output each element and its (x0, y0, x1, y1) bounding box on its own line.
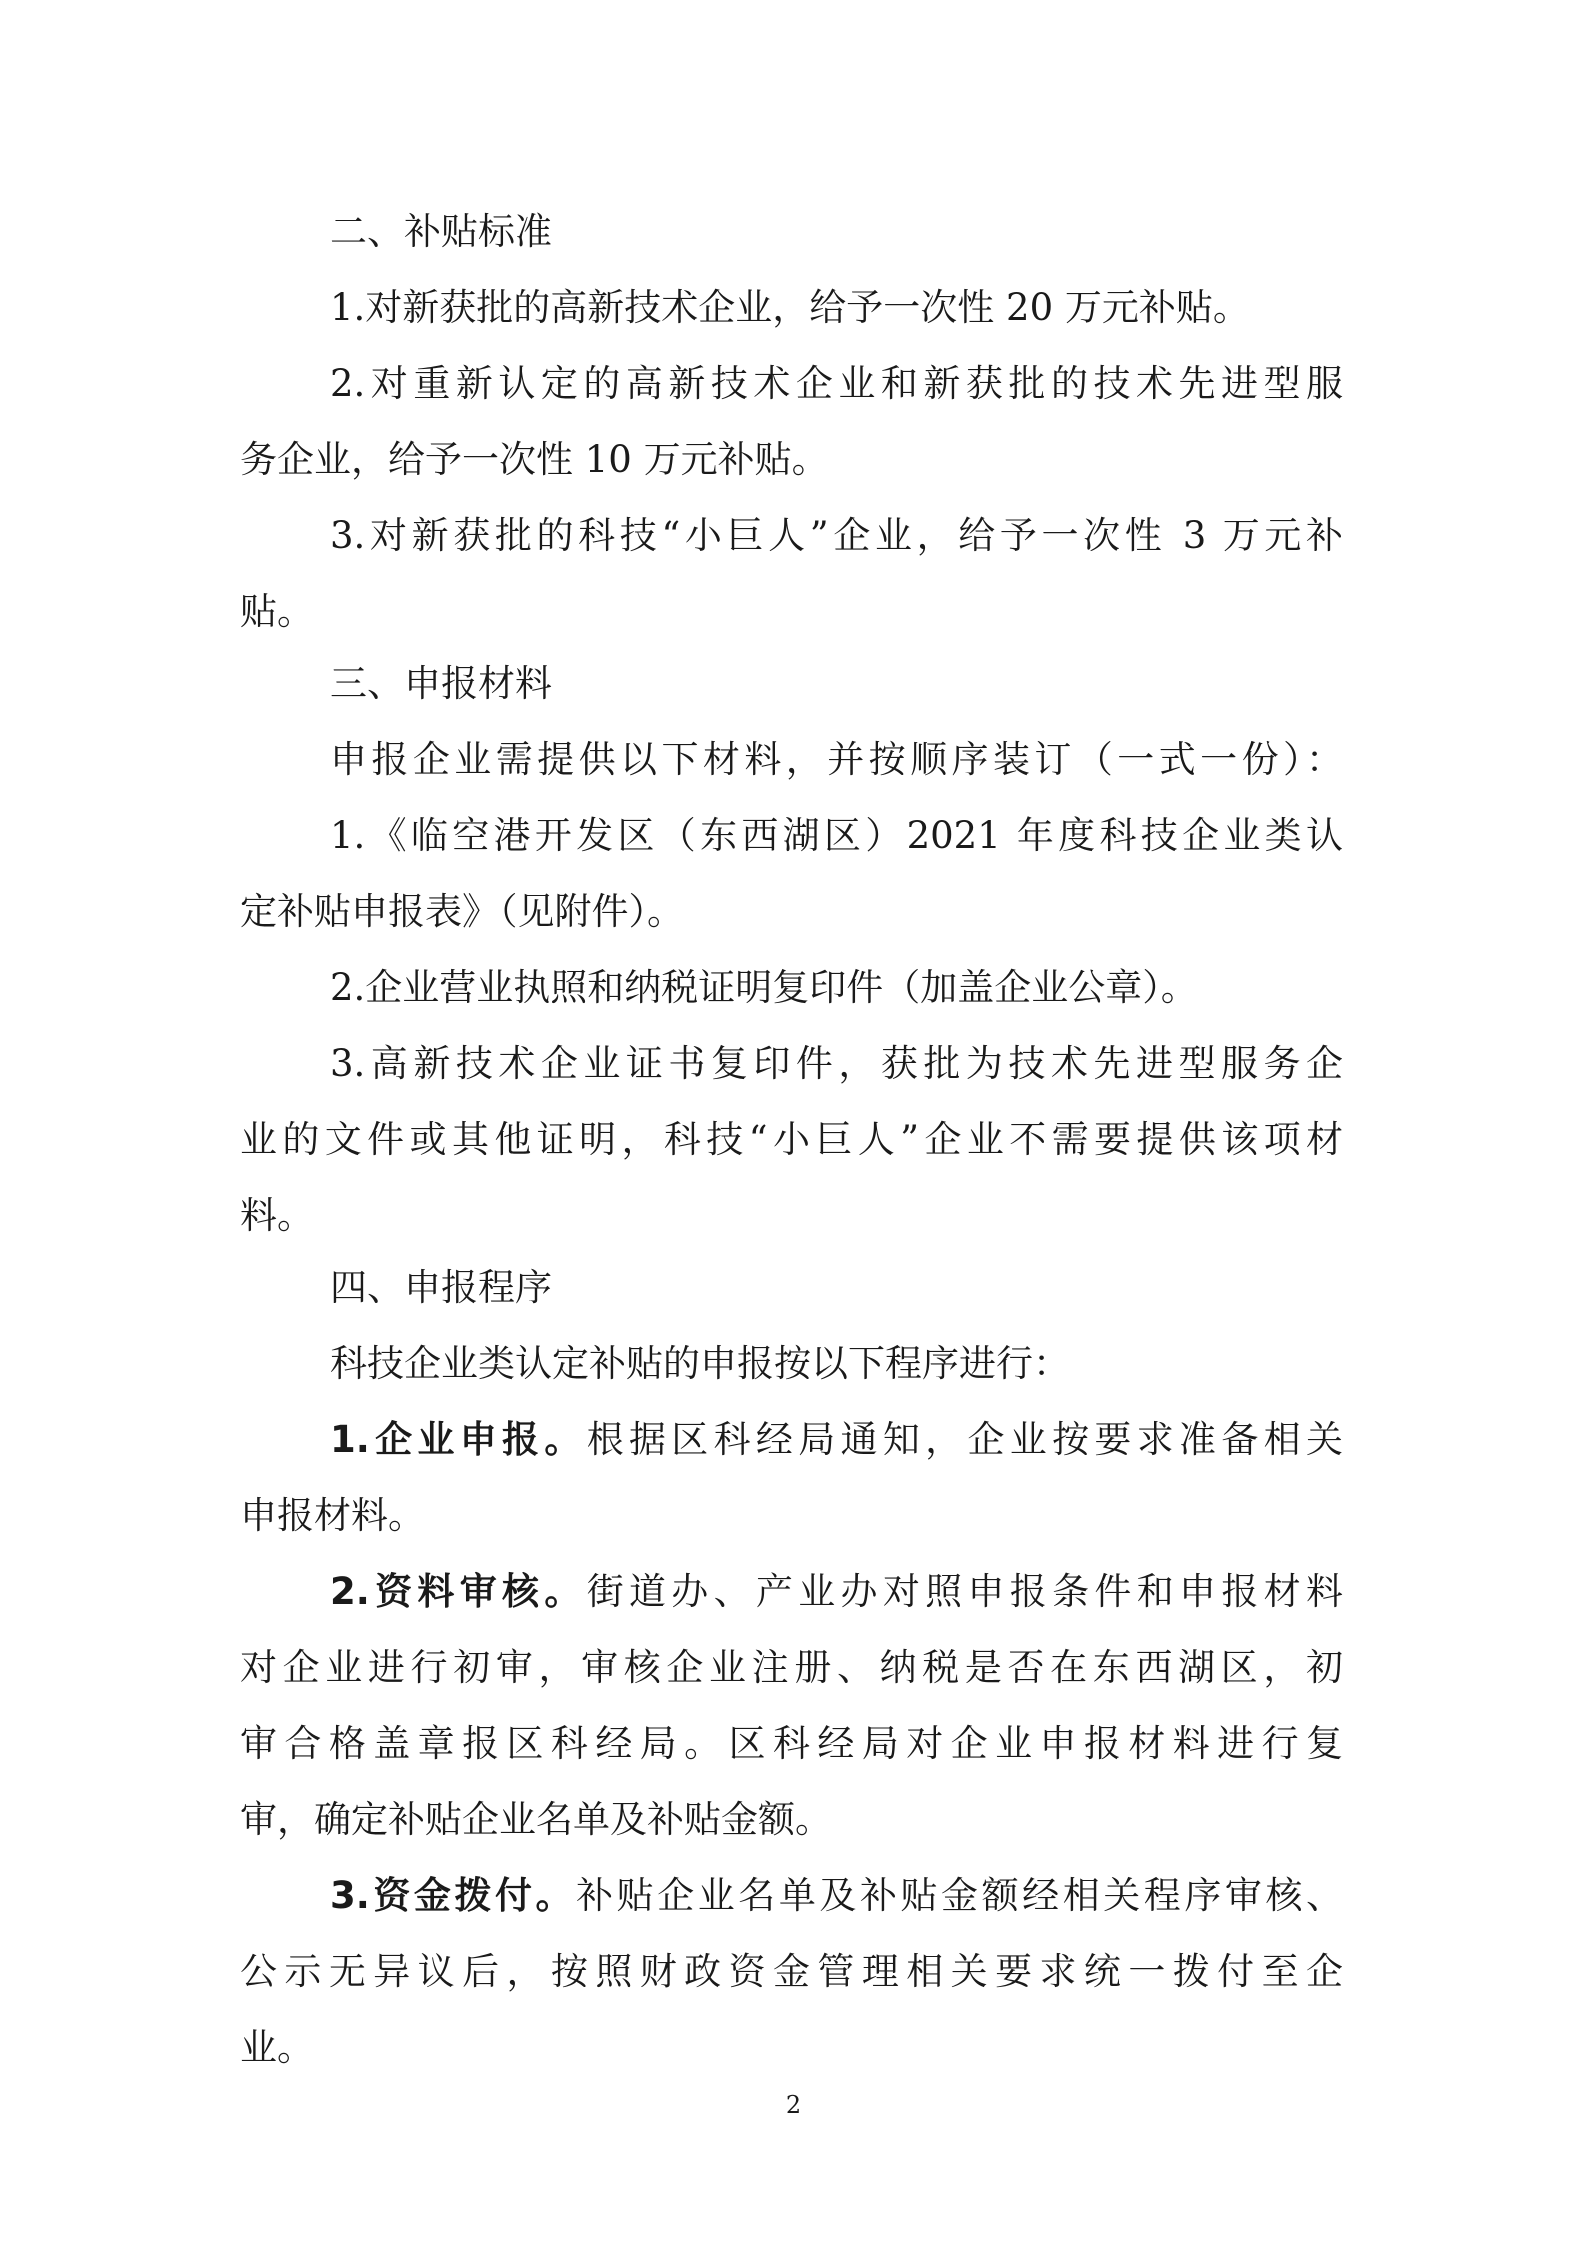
section-heading-application-procedure: 四、申报程序 (330, 1266, 552, 1309)
section-heading-subsidy-standard: 二、补贴标准 (330, 210, 552, 253)
procedure-step-2-line-4: 审，确定补贴企业名单及补贴金额。 (240, 1798, 832, 1841)
procedure-step-2-text: 街道办、产业办对照申报条件和申报材料 (586, 1570, 1343, 1613)
procedure-step-1-text: 根据区科经局通知，企业按要求准备相关 (586, 1418, 1343, 1461)
procedure-step-2-line-3: 审合格盖章报区科经局。区科经局对企业申报材料进行复 (240, 1722, 1343, 1765)
materials-item-1-line-2: 定补贴申报表》（见附件）。 (240, 890, 684, 933)
subsidy-item-1: 1.对新获批的高新技术企业，给予一次性 20 万元补贴。 (330, 286, 1250, 329)
materials-item-2: 2.企业营业执照和纳税证明复印件（加盖企业公章）。 (330, 966, 1198, 1009)
materials-item-3-line-2: 业的文件或其他证明，科技“小巨人”企业不需要提供该项材 (240, 1118, 1343, 1161)
procedure-step-1-title: 1.企业申报。 (330, 1418, 587, 1461)
procedure-step-3-line-1 (330, 1872, 1343, 1920)
procedure-step-1-line-1 (330, 1416, 1343, 1464)
procedure-step-3-title: 3.资金拨付。 (330, 1874, 577, 1917)
materials-item-1-line-1: 1.《临空港开发区（东西湖区）2021 年度科技企业类认 (330, 814, 1343, 857)
materials-item-3-line-3: 料。 (240, 1194, 314, 1237)
procedure-step-1-line-2: 申报材料。 (240, 1494, 425, 1537)
page-number: 2 (785, 2091, 802, 2119)
subsidy-item-2-line-1: 2.对重新认定的高新技术企业和新获批的技术先进型服 (330, 362, 1343, 405)
procedure-intro: 科技企业类认定补贴的申报按以下程序进行： (330, 1342, 1070, 1385)
materials-item-3-line-1: 3.高新技术企业证书复印件，获批为技术先进型服务企 (330, 1042, 1343, 1085)
procedure-step-2-line-1 (330, 1568, 1343, 1616)
procedure-step-3-line-3: 业。 (240, 2026, 314, 2069)
procedure-step-3-text: 补贴企业名单及补贴金额经相关程序审核、 (576, 1874, 1343, 1917)
procedure-step-3-line-2: 公示无异议后，按照财政资金管理相关要求统一拨付至企 (240, 1950, 1343, 1993)
procedure-step-2-title: 2.资料审核。 (330, 1570, 587, 1613)
subsidy-item-3-line-1: 3.对新获批的科技“小巨人”企业，给予一次性 3 万元补 (330, 514, 1343, 557)
subsidy-item-2-line-2: 务企业，给予一次性 10 万元补贴。 (240, 438, 829, 481)
materials-intro: 申报企业需提供以下材料，并按顺序装订（一式一份）： (330, 738, 1343, 781)
section-heading-application-materials: 三、申报材料 (330, 662, 552, 705)
procedure-step-2-line-2: 对企业进行初审，审核企业注册、纳税是否在东西湖区，初 (240, 1646, 1343, 1689)
subsidy-item-3-line-2: 贴。 (240, 590, 314, 633)
